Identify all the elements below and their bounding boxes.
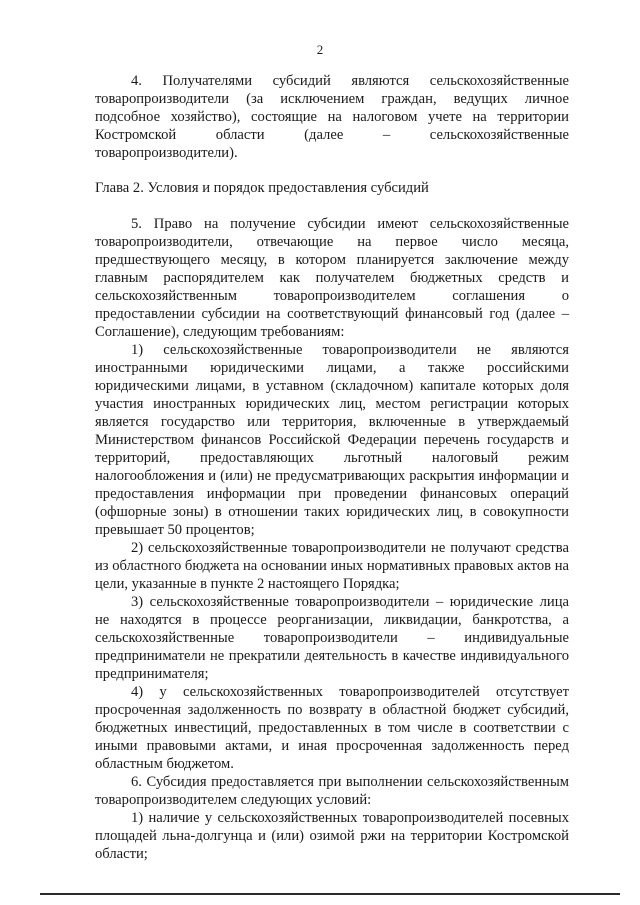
paragraph-6: 6. Субсидия предоставляется при выполнении сельскохозяйственным товаропроизводителем следующих условий: (95, 774, 569, 808)
page-number: 2 (316, 42, 324, 57)
chapter-heading: Глава 2. Условия и порядок предоставления субсидий (95, 180, 429, 196)
paragraph-5: 5. Право на получение субсидии имеют сельскохозяйственные товаропроизводители, отвечающие на первое число месяца, предшествующего месяцу, в котором планируется заключение между главным распорядителем как получателем бюджетных средств и сельскохозяйственным товаропроизводителем соглашения о предоставлении субсидии на соответствующий финансовый год (далее – Соглашение), следующим требованиям: (95, 216, 569, 340)
paragraph-5-item-1: 1) сельскохозяйственные товаропроизводители не являются иностранными юридическими лицами, а также российскими юридическими лицами, в уставном (складочном) капитале которых доля участия иностранных юридических лиц, местом регистрации которых является государство или территория, включенные в утверждаемый Министерством финансов Российской Федерации перечень государств и территорий, предоставляющих льготный налоговый режим налогообложения и (или) не предусматривающих раскрытия информации и предоставления информации при проведении финансовых операций (офшорные зоны) в отношении таких юридических лиц, в совокупности превышает 50 процентов; (95, 342, 569, 538)
paragraph-4: 4. Получателями субсидий являются сельскохозяйственные товаропроизводители (за исключением граждан, ведущих личное подсобное хозяйство), состоящие на налоговом учете на территории Костромской области (далее – сельскохозяйственные товаропроизводители). (95, 73, 569, 161)
bottom-rule (40, 893, 620, 895)
paragraph-5-item-4: 4) у сельскохозяйственных товаропроизводителей отсутствует просроченная задолженность по возврату в областной бюджет субсидий, бюджетных инвестиций, предоставленных в том числе в соответствии с иными правовыми актами, и иная просроченная задолженность перед областным бюджетом. (95, 684, 569, 772)
paragraph-6-item-1: 1) наличие у сельскохозяйственных товаропроизводителей посевных площадей льна-долгунца и (или) озимой ржи на территории Костромской области; (95, 810, 569, 862)
paragraph-5-item-2: 2) сельскохозяйственные товаропроизводители не получают средства из областного бюджета на основании иных нормативных правовых актов на цели, указанные в пункте 2 настоящего Порядка; (95, 540, 569, 592)
paragraph-5-item-3: 3) сельскохозяйственные товаропроизводители – юридические лица не находятся в процессе реорганизации, ликвидации, банкротства, а сельскохозяйственные товаропроизводители – индивидуальные предприниматели не прекратили деятельность в качестве индивидуального предпринимателя; (95, 594, 569, 682)
document-body (95, 72, 569, 863)
